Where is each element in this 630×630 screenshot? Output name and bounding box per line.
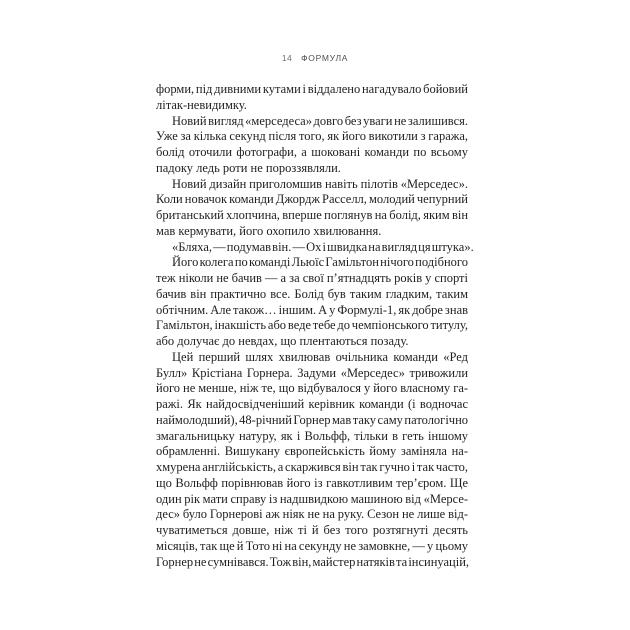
text-line-content: чуватиметься довше, ніж ті й без того розтягнуті десять [156, 523, 468, 537]
text-line-content: «Бляха, — подумав він. — Ох і швидка на вигляд ця штука». [172, 239, 474, 254]
text-line [156, 523, 468, 539]
paragraph [156, 82, 468, 114]
text-line-content: Його колега по команді Льюїс Гамільтон нічого подібного [172, 255, 468, 270]
text-line [156, 114, 468, 130]
text-line [156, 129, 468, 145]
text-line-content: його не менше, ніж те, що відбувалося у його власному га- [156, 381, 469, 396]
text-line-content: обтічним. Але також… іншим. А у Формулі-1, як добре знав [156, 302, 469, 317]
text-line [156, 287, 468, 303]
text-line [156, 366, 468, 382]
text-line-content: місяців, так ще й Тото ні на секунду не замовкне, — у цьому [156, 538, 469, 553]
text-line [156, 413, 468, 429]
text-line-content: Горнер не сумнівався. Тож він, майстер натяків та інсинуацій, [156, 554, 470, 569]
text-line-content: ражі. Як найдосвідченіший керівник команди (і водночас [156, 397, 468, 411]
text-line [156, 82, 468, 98]
text-line-content: що Вольфф порівнював його із гавкотливим тер’єром. Ще [156, 475, 469, 490]
text-line-content: Булл» Крістіана Горнера. Задуми «Мерседес» тривожили [156, 365, 469, 380]
text-line-content: хмурена англійськість, а скаржився він так гучно і так часто, [156, 460, 468, 474]
text-line-content: один рік мати справу із надшвидкою машиною від «Мерсе- [156, 491, 469, 506]
text-line [156, 539, 468, 555]
paragraph [156, 350, 468, 571]
text-line [156, 271, 468, 287]
text-line [156, 555, 468, 571]
text-line-content: форми, під дивними кутами і віддалено нагадувало бойовий [156, 82, 468, 96]
text-line-content: болід оточили фотографи, а шоковані команди по всьому [156, 145, 468, 159]
text-line [156, 507, 468, 523]
text-line-content: або долучає до невдах, що плентаються позаду. [156, 334, 409, 348]
text-line [156, 177, 468, 193]
text-line-content: наймолодший), 48-річний Горнер мав таку саму патологічно [156, 412, 469, 427]
page-number: 14 [281, 53, 293, 63]
text-line-content: змагальницьку натуру, як і Вольфф, тільки в геть іншому [156, 428, 469, 443]
text-line-content: Новий дизайн приголомшив навіть пілотів «Мерседес». [172, 176, 468, 191]
text-line [156, 255, 468, 271]
text-line [156, 192, 468, 208]
text-line-content: Гамільтон, інакшість або веде тебе до чемпіонського титулу, [156, 318, 468, 333]
text-line-content: бачив він практично все. Болід був таким гладким, таким [156, 286, 469, 301]
text-line-content: Цей перший шлях хвилював очільника команди «Ред [172, 349, 469, 364]
text-line [156, 350, 468, 366]
text-line [156, 239, 474, 256]
text-line-content: дес» було Горнерові аж ніяк не на руку. Сезон не лише від- [156, 507, 469, 522]
text-line [156, 381, 468, 397]
text-line-content: Новий вигляд «мерседеса» довго без уваги не залишився. [172, 113, 469, 128]
text-line [156, 492, 468, 508]
text-line-content: Уже за кілька секунд після того, як його викотили з гаража, [156, 129, 469, 144]
paragraph [156, 239, 474, 256]
text-line [156, 476, 468, 492]
paragraph [156, 255, 468, 350]
text-line [156, 145, 468, 161]
text-line-content: обрамленні. Вишукану європейськість йому заміняла на- [156, 444, 468, 459]
text-line [156, 429, 468, 445]
text-line [156, 444, 468, 460]
text-line-content: мав кермувати, його охопило хвилювання. [156, 223, 382, 238]
text-line [156, 460, 468, 476]
paragraph [156, 177, 468, 240]
text-line-content: британський хлопчина, вперше поглянув на болід, яким він [156, 208, 469, 222]
text-line [156, 98, 468, 114]
running-title: ФОРМУЛА [301, 53, 349, 63]
text-line [156, 224, 468, 240]
text-line-content: теж ніколи не бачив — а за свої п’ятнадцять років у спорті [156, 271, 468, 285]
text-line [156, 208, 468, 224]
paragraph [156, 114, 468, 177]
text-line [156, 334, 468, 350]
text-line [156, 303, 468, 319]
text-line-content: падоку ледь роти не пороззявляли. [156, 160, 341, 175]
text-line-content: літак-невидимку. [156, 97, 247, 112]
page-text-block [156, 82, 474, 570]
page-header [0, 53, 630, 63]
text-line-content: Коли новачок команди Джордж Расселл, молодий чепурний [156, 192, 468, 207]
text-line [156, 161, 468, 177]
text-line [156, 318, 468, 334]
text-line [156, 397, 468, 413]
